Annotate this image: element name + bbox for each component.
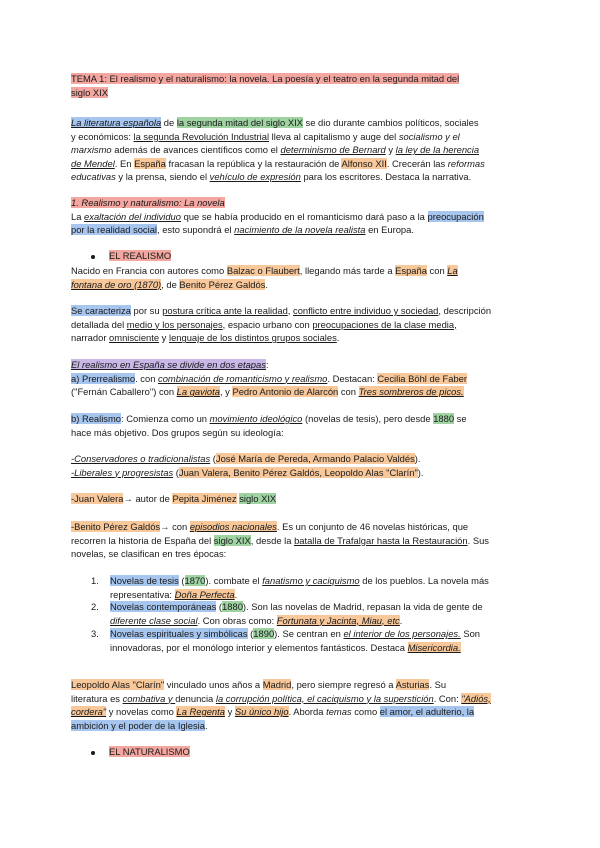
text-run: , [287, 305, 293, 316]
text-run: para los escritores. Destaca la narrativa. [300, 171, 472, 183]
text-run: . Con: [433, 692, 462, 704]
text-run: ( [247, 628, 254, 639]
text-run: La Regenta [176, 706, 225, 718]
text-run: . En [114, 157, 135, 169]
text-run: nacimiento de la novela realista [234, 224, 366, 236]
text-run: reformas [447, 157, 485, 169]
text-run: (novelas de tesis), pero desde [302, 413, 434, 424]
text-run: -Liberales y progresistas [71, 466, 174, 478]
text-run: narrador [71, 332, 110, 344]
text-run: Tres sombreros de picos. [358, 386, 464, 398]
text-run: ( [210, 453, 216, 464]
text-run: ). [417, 466, 424, 478]
text-run: literatura es [71, 692, 123, 704]
grupos-paragraph [71, 452, 523, 479]
text-run: y [385, 144, 396, 156]
list-item [110, 627, 522, 654]
text-run: con [426, 265, 448, 276]
text-run: Doña Perfecta [174, 588, 235, 600]
text-run: además de avances científicos como el [111, 144, 281, 156]
title-line-1: TEMA 1: El realismo y el naturalismo: la novela. La poesía y el teatro en la segunda mitad del [71, 73, 460, 84]
section-heading: 1. Realismo y naturalismo: La novela [71, 197, 225, 208]
text-run: 1870 [184, 575, 206, 586]
text-run: Nacido en Francia con autores como [71, 265, 227, 276]
text-run: denuncia [175, 692, 216, 704]
text-run: en Europa. [365, 224, 414, 236]
text-run: España [395, 265, 427, 276]
text-run: el amor, el adulterio, la [379, 706, 475, 718]
text-run: "Adiós, [461, 692, 491, 704]
text-run: Se caracteriza [71, 305, 131, 316]
text-run: Pedro Antonio de Alarcón [232, 386, 339, 398]
text-run: La [71, 210, 85, 222]
text-run: la ley de la herencia [395, 144, 480, 156]
text-run: novelas, se clasifican en tres épocas: [71, 548, 227, 560]
text-run: ( [178, 575, 185, 586]
text-run: 1890 [253, 628, 275, 639]
text-run: movimiento ideológico [209, 413, 303, 424]
page-title [71, 72, 523, 99]
text-run: se dio durante cambios políticos, sociales [302, 117, 479, 128]
text-run: determinismo de Bernard [280, 144, 386, 156]
bullet-icon [91, 751, 95, 755]
text-run: fontana de oro (1870) [71, 278, 162, 290]
text-run: ( [173, 466, 179, 478]
text-run: vinculado unos años a [164, 679, 263, 690]
text-run: -Benito Pérez Galdós [71, 521, 161, 532]
section-1 [71, 196, 523, 237]
text-run: combativa y [122, 692, 176, 704]
section-heading: El realismo en España se divide en dos etapas [71, 359, 266, 370]
text-run: detallada del [71, 318, 127, 330]
text-run: -Juan Valera [71, 493, 124, 504]
text-run: y [159, 332, 169, 344]
bullet-icon [91, 255, 95, 259]
text-run: fracasan la república y la restauración de [165, 157, 342, 169]
text-run: . [336, 332, 340, 344]
text-run: Alfonso XII [341, 157, 387, 169]
text-run: , esto supondrá el [157, 224, 235, 236]
text-run: : Comienza como un [121, 413, 210, 424]
bullet-label: EL REALISMO [109, 250, 172, 261]
text-run: socialismo y el [398, 130, 460, 142]
text-run: La gaviota [176, 386, 220, 398]
list-number: 1. [91, 575, 99, 586]
text-run: con [338, 386, 359, 398]
text-run: con [156, 386, 177, 398]
clarin-paragraph [71, 678, 523, 732]
text-run: , llegando más tarde a [299, 265, 396, 276]
text-run: siglo XIX [213, 534, 251, 546]
text-run: que se había producido en el romanticismo dará paso a la [181, 210, 428, 222]
realismo-paragraph-1 [71, 264, 523, 291]
text-run: , desde la [250, 534, 295, 546]
text-run: Pepita Jiménez [172, 493, 237, 504]
text-run: ( [216, 601, 223, 612]
text-run: : [265, 359, 269, 370]
realismo-paragraph-2 [71, 304, 523, 345]
text-run: . Destacan: [327, 372, 378, 384]
text-run: la corrupción política, el caciquismo y la superstición [215, 692, 434, 704]
text-run: Novelas contemporáneas [110, 601, 217, 612]
text-run: lleva al capitalismo y auge del [269, 130, 399, 142]
text-run: Fortunata y Jacinta, Miau, etc [276, 614, 400, 626]
text-run: . Aborda [288, 706, 327, 718]
text-run: , espacio urbano con [222, 318, 313, 330]
text-run: ). [414, 453, 421, 464]
bullet-realismo [91, 250, 171, 261]
text-run: conflicto entre individuo y sociedad [293, 305, 439, 316]
text-run: omnisciente [109, 332, 160, 344]
text-run: la segunda mitad del siglo XIX [176, 117, 303, 128]
text-run: postura crítica ante la realidad [162, 305, 288, 316]
text-run: . Es un conjunto de 46 novelas históricas, que [276, 521, 469, 532]
text-run: . [265, 278, 269, 290]
text-run: . [234, 588, 238, 600]
text-run: de los pueblos. La novela más [359, 575, 489, 586]
text-run: de Mendel [71, 157, 115, 169]
text-run: vehículo de expresión [209, 171, 301, 183]
text-run: La [447, 265, 458, 276]
text-run: innovadoras, por el monólogo interior y elementos fantásticos. Destaca [110, 641, 408, 653]
text-run: -Conservadores o tradicionalistas [71, 453, 211, 464]
text-run: exaltación del individuo [84, 210, 181, 222]
text-run: Madrid [262, 679, 292, 690]
text-run: 1880 [433, 413, 455, 424]
text-run: . Con obras como: [197, 614, 277, 626]
text-run: lenguaje de los distintos grupos sociales [168, 332, 337, 344]
text-run: , descripción [438, 305, 492, 316]
text-run: 1880 [222, 601, 243, 612]
text-run: , pero siempre regresó a [291, 679, 396, 690]
text-run: cordera" [71, 706, 107, 718]
text-run: La literatura española [71, 117, 162, 128]
text-run: ("Fernán Caballero") [71, 386, 157, 398]
text-run: fanatismo y caciquismo [262, 575, 360, 586]
espana-paragraph [71, 358, 523, 399]
text-run: → con [160, 521, 190, 532]
list-number: 2. [91, 601, 99, 612]
text-run: siglo XIX [239, 493, 277, 504]
galdos-paragraph [71, 520, 523, 561]
text-run: . Crecerán las [386, 157, 448, 169]
text-run: temas [326, 706, 352, 718]
text-run: por su [130, 305, 163, 316]
text-run: y [224, 706, 235, 718]
realismo-b-paragraph [71, 412, 523, 439]
text-run: Misericordia. [407, 641, 461, 653]
text-run: b) Realismo [71, 413, 122, 424]
intro-paragraph [71, 116, 523, 184]
text-run: representativa: [110, 588, 175, 600]
text-run: Cecilia Böhl de Faber [377, 372, 468, 384]
text-run: , y [219, 386, 233, 398]
text-run: la segunda Revolución Industrial [133, 130, 270, 142]
text-run: José María de Pereda, Armando Palacio Valdés [215, 453, 415, 464]
text-run: marxismo [71, 144, 112, 156]
text-run: ambición y el poder de la Iglesia [71, 719, 205, 731]
list-item [110, 574, 522, 601]
text-run: → autor de [123, 493, 173, 504]
text-run: Benito Pérez Galdós [179, 278, 266, 290]
text-run: recorren la historia de España del [71, 534, 214, 546]
text-run: . con [135, 372, 159, 384]
text-run: . Su [429, 679, 447, 690]
text-run: . Sus [467, 534, 489, 546]
text-run: ). Son las novelas de Madrid, repasan la vida de gente de [242, 601, 483, 612]
text-run: Juan Valera, Benito Pérez Galdós, Leopoldo Alas "Clarín" [178, 466, 418, 478]
text-run: el interior de los personajes. [343, 628, 461, 639]
text-run: Asturias [395, 679, 430, 690]
text-run: por la realidad social [71, 224, 157, 236]
text-run: Leopoldo Alas "Clarín" [71, 679, 165, 690]
bullet-label: EL NATURALISMO [109, 746, 190, 757]
text-run: medio y los personajes [126, 318, 223, 330]
text-run: preocupaciones de la clase media, [312, 318, 457, 330]
text-run: educativas [71, 171, 116, 183]
text-run: Balzac o Flaubert [226, 265, 300, 276]
text-run: batalla de Trafalgar hasta la Restauración [294, 534, 468, 546]
text-run: diferente clase social [110, 614, 198, 626]
text-run: . [204, 719, 208, 731]
text-run: ). combate el [205, 575, 263, 586]
bullet-naturalismo [91, 746, 190, 757]
text-run: combinación de romanticismo y realismo [158, 372, 328, 384]
text-run: España [134, 157, 166, 169]
text-run: , de [161, 278, 180, 290]
text-run: como [351, 706, 380, 718]
text-run: se [454, 413, 467, 424]
list-number: 3. [91, 628, 99, 639]
text-run: y novelas como [106, 706, 177, 718]
text-run: a) Prerrealismo [71, 372, 136, 384]
text-run: Su único hijo [234, 706, 289, 718]
title-line-2: siglo XIX [71, 86, 108, 98]
text-run: preocupación [427, 210, 484, 222]
valera-paragraph [71, 492, 523, 506]
text-run: de [161, 117, 177, 128]
text-run: y la prensa, siendo el [115, 171, 210, 183]
text-run: ). Se centran en [274, 628, 344, 639]
text-run: . [399, 614, 403, 626]
list-item [110, 600, 522, 627]
text-run: episodios nacionales [189, 521, 277, 532]
text-run: y económicos: [71, 130, 134, 142]
text-run: hace más objetivo. Dos grupos según su ideología: [71, 426, 284, 438]
text-run: Novelas de tesis [110, 575, 179, 586]
text-run: Novelas espirituales y simbólicas [110, 628, 248, 639]
text-run: Son [460, 628, 481, 639]
